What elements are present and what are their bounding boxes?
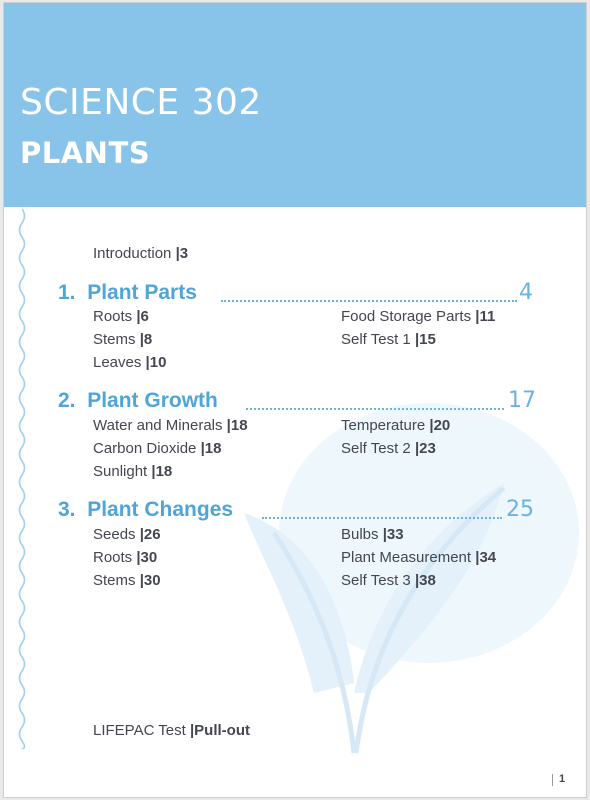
toc-entry-label: Sunlight bbox=[93, 463, 148, 480]
toc-entry-page: |8 bbox=[139, 331, 153, 348]
toc-entry-page: |10 bbox=[145, 354, 167, 371]
toc-entry-page: |23 bbox=[414, 440, 436, 457]
toc-entry-page: |11 bbox=[475, 308, 496, 325]
toc-entry-label: Self Test 2 bbox=[341, 440, 411, 457]
toc-entry-page: |3 bbox=[175, 245, 189, 262]
toc-entry-roots[interactable] bbox=[93, 308, 149, 325]
toc-entry-sunlight[interactable] bbox=[93, 463, 172, 480]
toc-entry-page: |Pull-out bbox=[189, 722, 250, 739]
section-title: Plant Parts bbox=[87, 281, 197, 304]
toc-entry-self-test-2[interactable] bbox=[341, 440, 436, 457]
toc-entry-self-test-3[interactable] bbox=[341, 572, 436, 589]
footer-page-number: 1 bbox=[559, 773, 566, 785]
toc-entry-label: Roots bbox=[93, 308, 133, 325]
toc-entry-label: Self Test 3 bbox=[341, 572, 411, 589]
toc-entry-label: Seeds bbox=[93, 526, 136, 543]
toc-entry-page: |33 bbox=[382, 526, 404, 543]
toc-entry-label: Plant Measurement bbox=[341, 549, 472, 566]
toc-entry-page: |18 bbox=[226, 417, 248, 434]
header-banner bbox=[4, 3, 586, 207]
toc-entry-page: |30 bbox=[139, 572, 161, 589]
page bbox=[3, 2, 587, 798]
section-3-heading[interactable] bbox=[58, 498, 233, 522]
toc-entry-label: Temperature bbox=[341, 417, 426, 434]
dot-leader bbox=[262, 517, 502, 519]
toc-entry-page: |38 bbox=[414, 572, 436, 589]
section-number: 2. bbox=[58, 389, 76, 412]
toc-entry-bulbs[interactable] bbox=[341, 526, 404, 543]
toc-entry-label: Roots bbox=[93, 549, 133, 566]
section-2-heading[interactable] bbox=[58, 389, 218, 413]
toc-entry-plant-measurement[interactable] bbox=[341, 549, 496, 566]
toc-entry-label: Leaves bbox=[93, 354, 142, 371]
toc-entry-seeds[interactable] bbox=[93, 526, 161, 543]
toc-entry-food-storage-parts[interactable] bbox=[341, 308, 495, 325]
dot-leader bbox=[246, 408, 504, 410]
toc-entry-lifepac-test[interactable] bbox=[93, 722, 250, 739]
toc-entry-label: Carbon Dioxide bbox=[93, 440, 197, 457]
toc-entry-label: Bulbs bbox=[341, 526, 379, 543]
toc-entry-label: Water and Minerals bbox=[93, 417, 223, 434]
unit-title: PLANTS bbox=[20, 136, 151, 170]
toc-entry-water-and-minerals[interactable] bbox=[93, 417, 248, 434]
toc-entry-stems[interactable] bbox=[93, 572, 161, 589]
toc-entry-introduction[interactable] bbox=[93, 245, 188, 262]
section-number: 1. bbox=[58, 281, 76, 304]
toc-entry-page: |26 bbox=[139, 526, 161, 543]
toc-entry-temperature[interactable] bbox=[341, 417, 450, 434]
dot-leader bbox=[221, 300, 517, 302]
toc-entry-roots[interactable] bbox=[93, 549, 157, 566]
toc-entry-page: |6 bbox=[136, 308, 149, 325]
toc-entry-page: |34 bbox=[475, 549, 497, 566]
toc-entry-label: Introduction bbox=[93, 245, 172, 262]
toc-entry-page: |18 bbox=[151, 463, 173, 480]
wavy-line-decoration bbox=[16, 209, 28, 749]
toc-entry-self-test-1[interactable] bbox=[341, 331, 436, 348]
toc-entry-label: LIFEPAC Test bbox=[93, 722, 186, 739]
toc-entry-label: Stems bbox=[93, 331, 136, 348]
toc-entry-page: |20 bbox=[429, 417, 451, 434]
toc-entry-leaves[interactable] bbox=[93, 354, 166, 371]
toc-entry-page: |30 bbox=[136, 549, 158, 566]
toc-entry-carbon-dioxide[interactable] bbox=[93, 440, 221, 457]
toc-entry-label: Stems bbox=[93, 572, 136, 589]
course-title: SCIENCE 302 bbox=[20, 82, 262, 123]
section-page: 17 bbox=[508, 388, 536, 413]
section-page: 25 bbox=[506, 497, 534, 522]
toc-entry-label: Food Storage Parts bbox=[341, 308, 472, 325]
section-number: 3. bbox=[58, 498, 76, 521]
section-title: Plant Changes bbox=[87, 498, 234, 521]
section-page: 4 bbox=[519, 280, 533, 305]
toc-entry-page: |15 bbox=[414, 331, 436, 348]
footer-divider bbox=[552, 774, 553, 786]
toc-entry-page: |18 bbox=[200, 440, 222, 457]
toc-entry-stems[interactable] bbox=[93, 331, 152, 348]
toc-entry-label: Self Test 1 bbox=[341, 331, 411, 348]
section-1-heading[interactable] bbox=[58, 281, 197, 305]
section-title: Plant Growth bbox=[87, 389, 218, 412]
